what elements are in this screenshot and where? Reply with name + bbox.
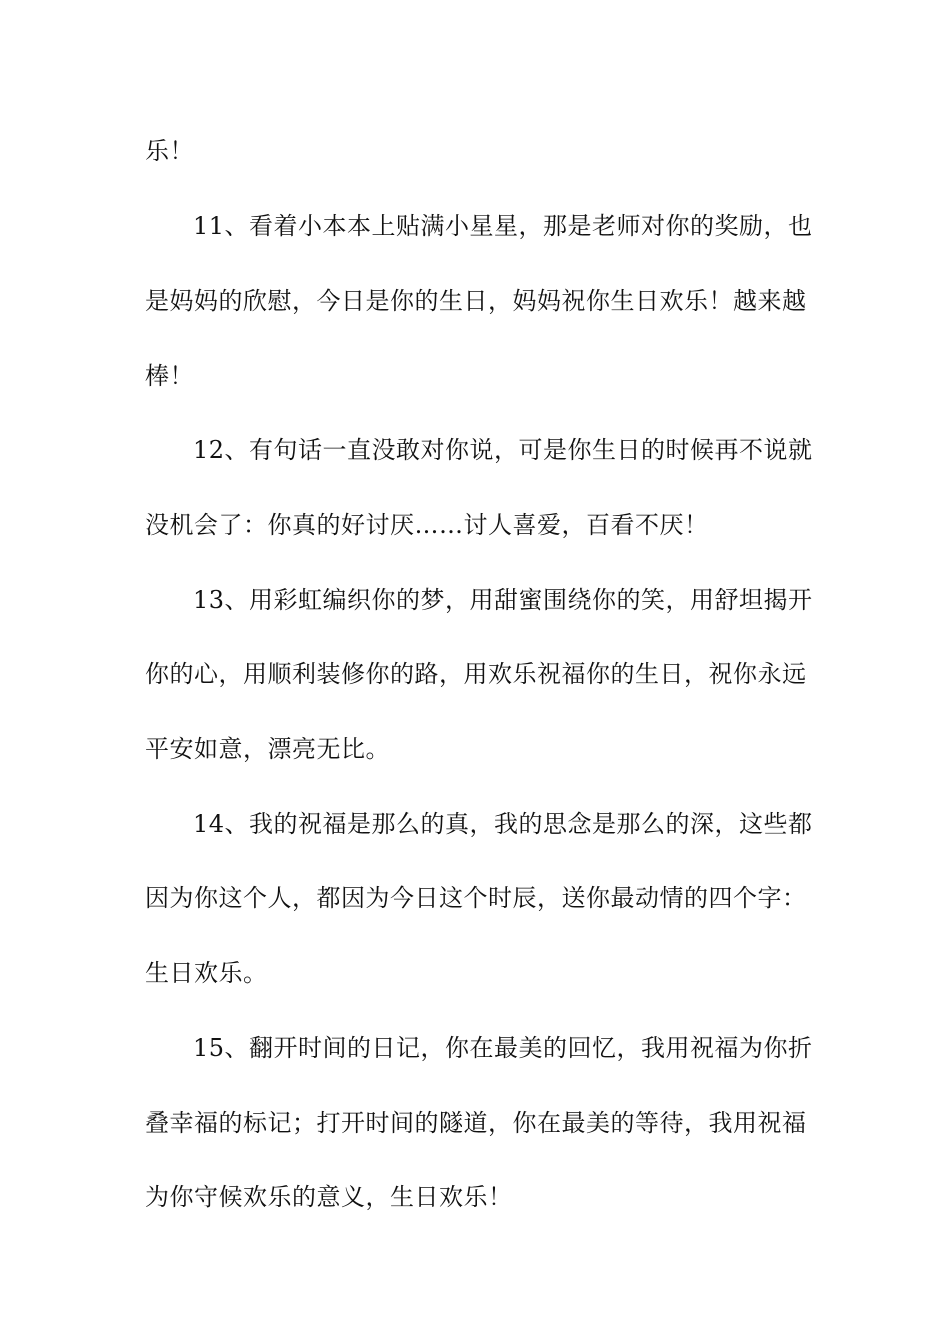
paragraph-11-line-1: 11、看着小本本上贴满小星星，那是老师对你的奖励，也	[193, 212, 813, 240]
paragraph-12-line-2: 没机会了：你真的好讨厌……讨人喜爱，百看不厌！	[145, 511, 709, 539]
text-line: 乐！	[145, 137, 194, 165]
paragraph-15-line-2: 叠幸福的标记；打开时间的隧道，你在最美的等待，我用祝福	[145, 1109, 807, 1137]
paragraph-14-line-1: 14、我的祝福是那么的真，我的思念是那么的深，这些都	[193, 810, 813, 838]
paragraph-11-line-2: 是妈妈的欣慰，今日是你的生日，妈妈祝你生日欢乐！越来越	[145, 287, 807, 315]
paragraph-12-line-1: 12、有句话一直没敢对你说，可是你生日的时候再不说就	[193, 436, 813, 464]
paragraph-15-line-1: 15、翻开时间的日记，你在最美的回忆，我用祝福为你折	[193, 1034, 813, 1062]
paragraph-13-line-3: 平安如意，漂亮无比。	[145, 735, 390, 763]
paragraph-13-line-1: 13、用彩虹编织你的梦，用甜蜜围绕你的笑，用舒坦揭开	[193, 586, 813, 614]
paragraph-14-line-3: 生日欢乐。	[145, 959, 268, 987]
paragraph-15-line-3: 为你守候欢乐的意义，生日欢乐！	[145, 1183, 513, 1211]
paragraph-11-line-3: 棒！	[145, 362, 194, 390]
paragraph-13-line-2: 你的心，用顺利装修你的路，用欢乐祝福你的生日，祝你永远	[145, 660, 807, 688]
paragraph-14-line-2: 因为你这个人，都因为今日这个时辰，送你最动情的四个字：	[145, 884, 807, 912]
